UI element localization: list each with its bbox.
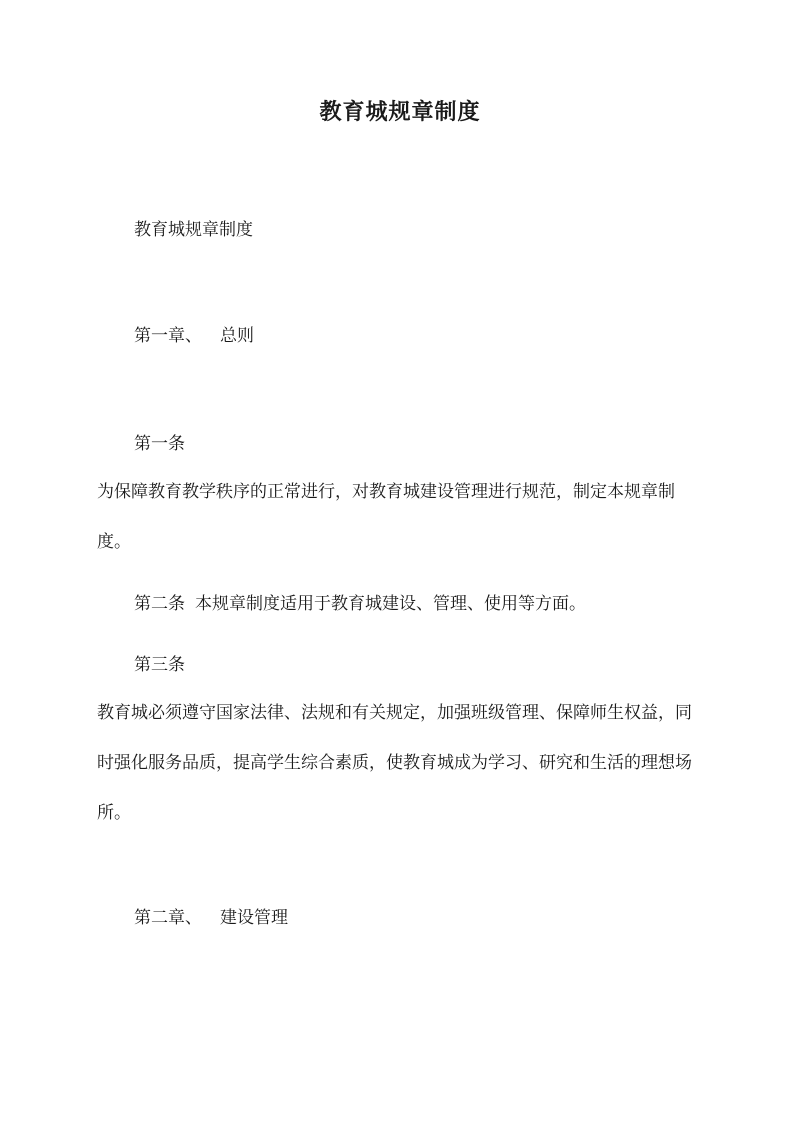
chapter-heading-2 <box>134 904 704 932</box>
article-2-body: 本规章制度适用于教育城建设、管理、使用等方面。 <box>195 594 586 614</box>
article-2-heading: 第二条 <box>134 594 185 614</box>
chapter-heading-1 <box>134 322 704 350</box>
chapter-name: 建设管理 <box>220 908 288 928</box>
article-3-heading: 第三条 <box>134 655 185 675</box>
article-1-body: 为保障教育教学秩序的正常进行，对教育城建设管理进行规范，制定本规章制度。 <box>97 482 675 552</box>
chapter-number: 第一章、 <box>134 326 202 346</box>
document-subtitle: 教育城规章制度 <box>134 220 253 240</box>
chapter-number: 第二章、 <box>134 908 202 928</box>
article-2 <box>134 590 704 618</box>
article-3-body: 教育城必须遵守国家法律、法规和有关规定，加强班级管理、保障师生权益，同时强化服务品质，提高学生综合素质，使教育城成为学习、研究和生活的理想场所。 <box>97 703 692 823</box>
article-1-heading: 第一条 <box>134 434 185 454</box>
page-title: 教育城规章制度 <box>319 99 481 125</box>
chapter-name: 总则 <box>220 326 254 346</box>
